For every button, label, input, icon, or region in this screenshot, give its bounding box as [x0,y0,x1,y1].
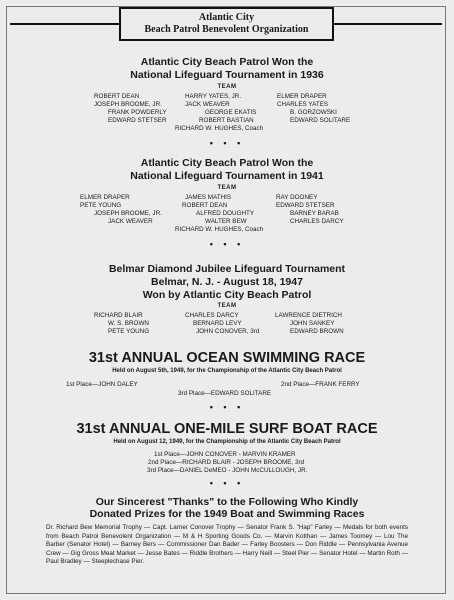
sec1-name: ROBERT BASTIAN [199,117,254,124]
sec3-name: JOHN SANKEY [290,320,335,327]
sec3-name: BERNARD LEVY [193,320,242,327]
sec3-name: RICHARD BLAIR [94,312,143,319]
header-rule-right [334,23,442,25]
race1-second-place: 2nd Place—FRANK FERRY [281,381,360,388]
race2-title: 31st ANNUAL ONE-MILE SURF BOAT RACE [76,421,378,437]
header-line-2: Beach Patrol Benevolent Organization [144,24,309,35]
sec3-team-label: TEAM [217,303,237,309]
header-line-1: Atlantic City [198,12,255,23]
sec1-name: JOSEPH BROOME, JR. [94,101,162,108]
race2-second-place: 2nd Place—RICHARD BLAIR - JOSEPH BROOME, 3rd [148,459,305,466]
sec3-name: EDWARD BROWN [290,328,344,335]
race1-third-place: 3rd Place—EDWARD SOLITARE [178,390,272,397]
sec1-title-1: Atlantic City Beach Patrol Won the [140,56,314,68]
sec1-team-label: TEAM [217,84,237,90]
sec1-name: ELMER DRAPER [277,93,327,100]
race2-third-place: 3rd Place—DANIEL DeMEO - JOHN McCULLOUGH, JR. [147,467,308,474]
sec1-name: HARRY YATES, JR. [185,93,242,100]
race1-first-place: 1st Place—JOHN DALEY [66,381,138,388]
sec1-name: ROBERT DEAN [94,93,140,100]
sec2-title-2: National Lifeguard Tournament in 1941 [130,170,324,182]
header-box [119,7,334,41]
race1-title: 31st ANNUAL OCEAN SWIMMING RACE [88,350,366,366]
sec2-name: EDWARD STETSER [276,202,335,209]
separator-dots: • • • [209,402,245,412]
sec2-name: ALFRED DOUGHTY [196,210,255,217]
sec3-title-1: Belmar Diamond Jubilee Lifeguard Tournament [108,263,346,275]
sec2-name: JAMES MATHIS [185,194,232,201]
sec1-name: EDWARD SOLITARE [290,117,351,124]
sec2-name: PETE YOUNG [80,202,122,209]
race2-first-place: 1st Place—JOHN CONOVER - MARVIN KRAMER [154,451,296,458]
separator-dots: • • • [209,138,245,148]
race2-subtitle: Held on August 12, 1949, for the Championship of the Atlantic City Beach Patrol [113,439,341,445]
sec3-name: W. S. BROWN [108,320,149,327]
sec3-name: JOHN CONOVER, 3rd [196,328,260,335]
separator-dots: • • • [209,239,245,249]
sec1-name: FRANK POWDERLY [108,109,167,116]
sec3-name: PETE YOUNG [108,328,150,335]
sec3-title-2: Belmar, N. J. - August 18, 1947 [151,276,303,288]
sec1-name: JACK WEAVER [185,101,230,108]
sec1-name: B. GORZOWSKI [290,109,337,116]
sec1-title-2: National Lifeguard Tournament in 1936 [130,69,324,81]
sec2-name: RAY DOONEY [276,194,318,201]
sec2-name: CHARLES DARCY [290,218,344,225]
sec2-name: BARNEY BARAB [290,210,339,217]
thanks-title-1: Our Sincerest "Thanks" to the Following Who Kindly [95,496,359,508]
sec1-name: RICHARD W. HUGHES, Coach [175,125,264,132]
sec2-name: ROBERT DEAN [182,202,228,209]
header-rule-left [10,23,119,25]
sec2-name: RICHARD W. HUGHES, Coach [175,226,264,233]
sec2-title-1: Atlantic City Beach Patrol Won the [140,157,314,169]
sec3-name: CHARLES DARCY [185,312,239,319]
sec2-name: JACK WEAVER [108,218,153,225]
sec2-name: ELMER DRAPER [80,194,130,201]
sec3-title-3: Won by Atlantic City Beach Patrol [142,289,312,301]
sec2-name: JOSEPH BROOME, JR. [94,210,162,217]
sec1-name: GEORGE EKATIS [205,109,257,116]
thanks-body: Dr. Richard Bew Memorial Trophy — Capt. Larner Conover Trophy — Senator Frank S. "Hap" Farley — Medals for both events from Beach Patrol Benevolent Organization — M & H Sporting Goods Co. — Marvin Kotlhan — James Toomey — Lou The Barber (Senator Hotel) — Barney Bers — Commissioner Dan Bader — Farley Boosters — Don Riddle — Pennsylvania Avenue Crew — Gig Gross Meat Market — Jesse Bates — Riddle Brothers — Harry Neill — Steel Pier — Senator Hotel — Martin Roth — Paul Bradley — Steeplechase Pier. [46,524,408,565]
sec2-name: WALTER BEW [205,218,247,225]
sec1-name: CHARLES YATES [277,101,329,108]
separator-dots: • • • [209,478,245,488]
sec3-name: LAWRENCE DIETRICH [275,312,342,319]
sec2-team-label: TEAM [217,185,237,191]
thanks-title-2: Donated Prizes for the 1949 Boat and Swimming Races [89,508,365,520]
sec1-name: EDWARD STETSER [108,117,167,124]
race1-subtitle: Held on August 5th, 1949, for the Championship of the Atlantic City Beach Patrol [112,368,342,374]
